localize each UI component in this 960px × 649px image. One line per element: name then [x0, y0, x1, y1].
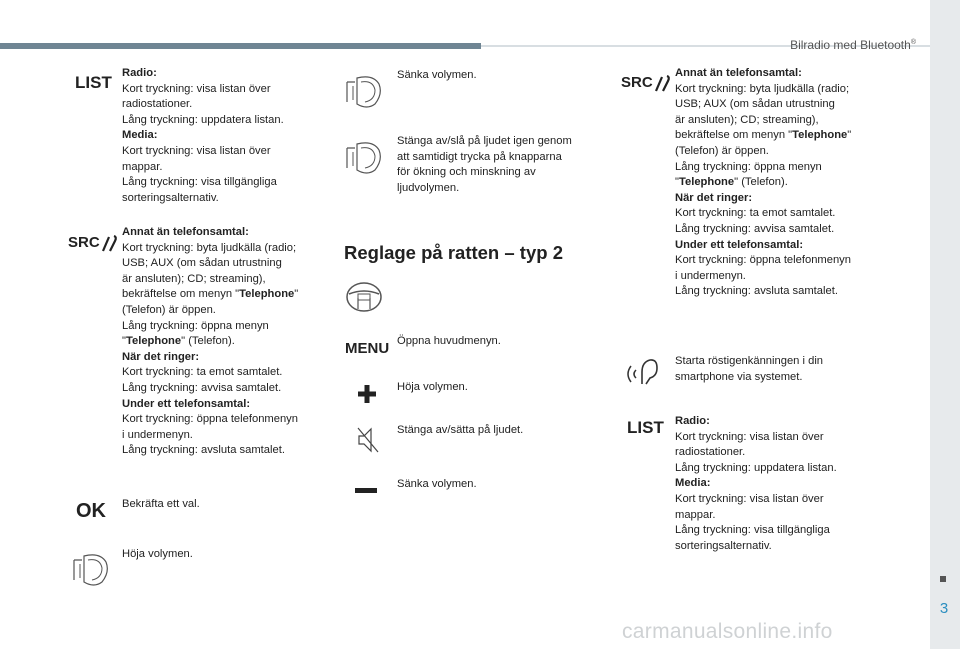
watermark: carmanualsonline.info — [622, 620, 833, 643]
section-title: Reglage på ratten – typ 2 — [344, 242, 563, 263]
steering-control-mute-icon — [343, 138, 385, 176]
list-icon-2: LIST — [627, 418, 664, 437]
minus-description: Sänka volymen. — [397, 478, 477, 490]
page-side-band — [930, 0, 960, 649]
voice-recognition-icon — [624, 354, 660, 388]
ok-description: Bekräfta ett val. — [122, 498, 200, 510]
plus-description: Höja volymen. — [397, 381, 468, 393]
volume-up-description: Höja volymen. — [122, 548, 193, 560]
mute-description: Stänga av/sätta på ljudet. — [397, 424, 524, 436]
plus-icon — [357, 384, 377, 404]
menu-icon: MENU — [345, 340, 390, 357]
steering-wheel-icon — [344, 280, 384, 314]
list-description-2: Radio: Kort tryckning: visa listan över radiostationer. Lång tryckning: uppdatera listan. Media: Kort tryckning: visa listan över mappar. Lång tryckning: visa tillgängliga sorteringsalternativ. — [675, 415, 837, 552]
list-description: Radio: Kort tryckning: visa listan över radiostationer. Lång tryckning: uppdatera listan. Media: Kort tryckning: visa listan över mappar. Lång tryckning: visa tillgängliga sorteringsalternativ. — [122, 67, 284, 204]
header-rule-dark — [0, 43, 481, 49]
page-number: 3 — [939, 600, 949, 617]
list-icon: LIST — [75, 73, 112, 92]
chapter-title: Bilradio med Bluetooth® — [790, 38, 916, 52]
page-marker — [940, 576, 946, 582]
src-phone-icon-2: SRC — [621, 73, 671, 95]
minus-icon — [355, 488, 377, 493]
steering-control-volume-down-icon — [343, 72, 385, 110]
src-description-2: Annat än telefonsamtal: Kort tryckning: byta ljudkälla (radio; USB; AUX (om sådan utrustning är ansluten); CD; streaming), bekräftelse om menyn "Telephone" (Telefon) är öppen. Lång tryckning: öppna menyn "Telephone" (Telefon). När det ringer: Kort tryckning: ta emot samtalet. Lång tryckning: avvisa samtalet. Under ett telefonsamtal: Kort tryckning: öppna telefonmenyn i undermenyn. Lång tryckning: avsluta samtalet. — [675, 67, 852, 298]
steering-control-volume-up-icon — [70, 550, 112, 588]
speaker-mute-icon — [356, 426, 380, 454]
menu-description: Öppna huvudmenyn. — [397, 335, 501, 347]
src-phone-icon: SRC — [68, 233, 118, 255]
volume-down-description: Sänka volymen. — [397, 69, 477, 81]
ok-icon: OK — [76, 500, 106, 522]
src-description: Annat än telefonsamtal: Kort tryckning: byta ljudkälla (radio; USB; AUX (om sådan utrustning är ansluten); CD; streaming), bekräftelse om menyn "Telephone" (Telefon) är öppen. Lång tryckning: öppna menyn "Telephone" (Telefon). När det ringer: Kort tryckning: ta emot samtalet. Lång tryckning: avvisa samtalet. Under ett telefonsamtal: Kort tryckning: öppna telefonmenyn i undermenyn. Lång tryckning: avsluta samtalet. — [122, 226, 299, 457]
voice-description: Starta röstigenkänningen i din smartphone via systemet. — [675, 355, 824, 383]
mute-combo-description: Stänga av/slå på ljudet igen genom att samtidigt trycka på knapparna för ökning och minskning av ljudvolymen. — [397, 135, 572, 194]
